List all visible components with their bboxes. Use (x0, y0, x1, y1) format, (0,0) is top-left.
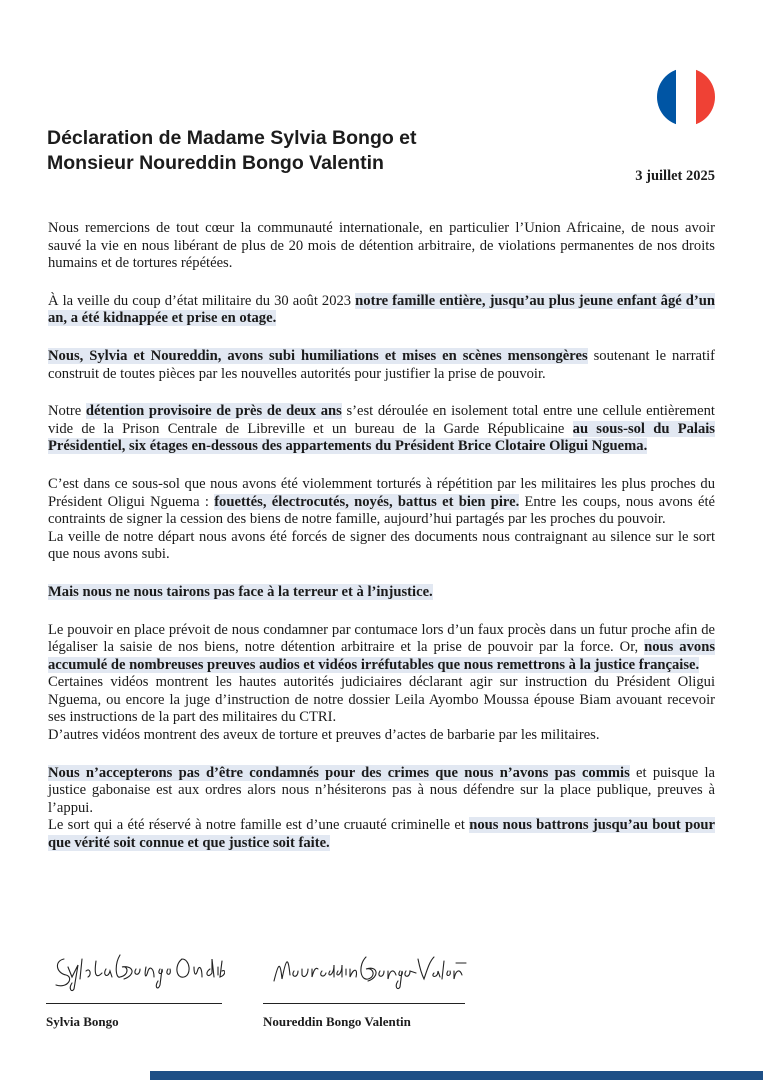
paragraph-3 (48, 348, 715, 383)
paragraph-3-text-b: soutenant le narratif construit de toutes pièces par les nouvelles autorités pour justifier la prise de pouvoir. (48, 347, 715, 382)
page-title (47, 126, 517, 176)
paragraph-4-text-c: s’est déroulée en isolement total entre une cellule entièrement vide de la Prison Centrale de Libreville et un bureau de la Garde Républicaine (48, 403, 715, 437)
signature-sylvia-bongo (50, 945, 225, 1005)
signature-line-left (46, 1003, 222, 1004)
paragraph-2 (48, 293, 715, 328)
paragraph-1-text: Nous remercions de tout cœur la communauté internationale, en particulier l’Union Africaine, de nous avoir sauvé la vie en nous libérant de plus de 20 mois de détention arbitraire, de violations permanentes de nos droits humains et de tortures répétées. (48, 220, 715, 272)
title-line-1: Déclaration de Madame Sylvia Bongo et (47, 127, 417, 149)
signature-noureddin-bongo-valentin (268, 945, 468, 1005)
paragraph-7-text-d: D’autres vidéos montrent des aveux de torture et preuves d’actes de barbarie par les militaires. (48, 727, 600, 744)
paragraph-5-text-d: La veille de notre départ nous avons été forcés de signer des documents nous contraignant au silence sur le sort que nous avons subi. (48, 528, 715, 563)
paragraph-8-highlight-1: Nous n’accepterons pas d’être condamnés pour des crimes que nous n’avons pas commis (48, 764, 630, 781)
paragraph-5 (48, 476, 715, 564)
paragraph-8-text-b: et puisque la justice gabonaise est aux ordres alors nous n’hésiterons pas à nous défendre sur la place publique, preuves à l’appui. (48, 764, 715, 816)
signature-sylvia-script (50, 945, 225, 995)
paragraph-7-highlight: nous avons accumulé de nombreuses preuves audios et vidéos irréfutables que nous remettrons à la justice française. (48, 639, 715, 673)
paragraph-5-highlight: fouettés, électrocutés, noyés, battus et bien pire. (214, 493, 520, 510)
signature-line-right (263, 1003, 465, 1004)
paragraph-8-text-c-wrap (48, 817, 715, 852)
paragraph-7-text-a: Le pouvoir en place prévoit de nous condamner par contumace lors d’un faux procès dans un futur proche afin de légaliser la saisie de nos biens, notre détention arbitraire et la prise de pouvoir par la force. Or, (48, 621, 715, 656)
french-flag-icon (657, 68, 715, 126)
paragraph-8 (48, 765, 715, 853)
paragraph-5-text-c: Entre les coups, nous avons été contraints de signer la cession des biens de notre famille, aujourd’hui partagés par les proches du pouvoir. (48, 493, 715, 528)
paragraph-7-text-c: Certaines vidéos montrent les hautes autorités judiciaires déclarant agir sur instruction du Président Oligui Nguema, ou encore la juge d’instruction de notre dossier Leila Ayombo Moussa épouse Biam avouant recevoir ses instructions de la part des militaires du CTRI. (48, 674, 715, 726)
paragraph-4-highlight-1: détention provisoire de près de deux ans (85, 403, 342, 420)
paragraph-6 (48, 584, 715, 602)
paragraph-5-text-a: C’est dans ce sous-sol que nous avons été violemment torturés à répétition par les militaires les plus proches du Président Oligui Nguema : (48, 475, 715, 510)
paragraph-3-highlight: Nous, Sylvia et Noureddin, avons subi humiliations et mises en scènes mensongères (48, 347, 588, 364)
signatory-name-right: Noureddin Bongo Valentin (263, 1014, 411, 1029)
paragraph-4 (48, 403, 715, 456)
declaration-body (48, 220, 715, 873)
paragraph-7 (48, 622, 715, 745)
footer-bar (150, 1071, 763, 1080)
paragraph-6-highlight: Mais nous ne nous tairons pas face à la terreur et à l’injustice. (48, 583, 433, 600)
title-line-2: Monsieur Noureddin Bongo Valentin (47, 152, 384, 174)
paragraph-8-text-c: Le sort qui a été réservé à notre famille est d’une cruauté criminelle et (48, 817, 470, 834)
paragraph-4-highlight-2: au sous-sol du Palais Présidentiel, six étages en-dessous des appartements du Président Brice Clotaire Oligui Nguema. (48, 420, 715, 455)
document-date: 3 juillet 2025 (635, 168, 715, 184)
paragraph-8-highlight-2: nous nous battrons jusqu’au bout pour que vérité soit connue et que justice soit faite. (48, 817, 715, 852)
paragraph-2-text-a: À la veille du coup d’état militaire du 30 août 2023 (48, 292, 356, 309)
signature-noureddin-script (268, 945, 468, 995)
signatory-name-left: Sylvia Bongo (46, 1014, 119, 1029)
paragraph-2-highlight: notre famille entière, jusqu’au plus jeune enfant âgé d’un an, a été kidnappée et prise en otage. (48, 292, 715, 327)
paragraph-4-text-a: Notre (48, 403, 86, 420)
paragraph-1 (48, 220, 715, 273)
